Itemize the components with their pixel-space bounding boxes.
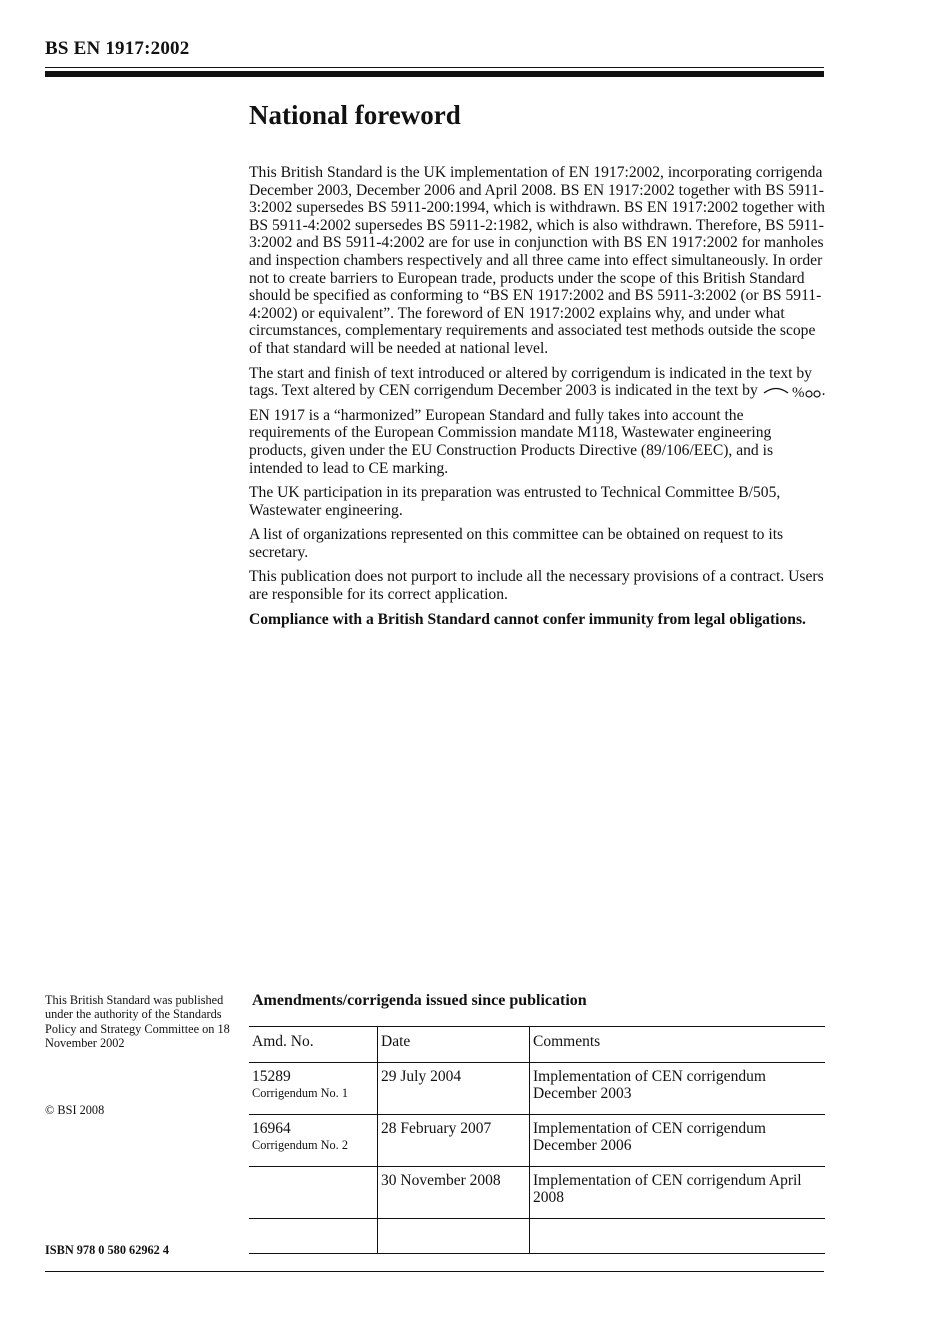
amd-no: 16964 xyxy=(252,1120,291,1137)
paragraph-participation: The UK participation in its preparation was entrusted to Technical Committee B/505, Wastewater engineering. xyxy=(249,484,781,519)
tags-text: The start and finish of text introduced or altered by corrigendum is indicated in the text by tags. Text altered by CEN corrigendum December 2003 is indicated in the text by xyxy=(249,364,812,400)
page-title: National foreword xyxy=(249,100,461,130)
amd-no-cell xyxy=(249,1115,378,1167)
table-row xyxy=(249,1063,825,1115)
table-row-empty xyxy=(249,1219,825,1254)
header-rule-thick xyxy=(45,71,824,77)
comments-cell: Implementation of CEN corrigendum December 2006 xyxy=(530,1115,826,1167)
isbn-number: ISBN 978 0 580 62962 4 xyxy=(45,1243,170,1257)
date-cell: 30 November 2008 xyxy=(378,1167,530,1219)
date-cell: 29 July 2004 xyxy=(378,1063,530,1115)
paragraph-provisions: This publication does not purport to include all the necessary provisions of a contract. Users are responsible for its correct application. xyxy=(249,568,824,604)
paragraph-committee-list: A list of organizations represented on this committee can be obtained on request to its secretary. xyxy=(249,526,784,561)
column-header-comments: Comments xyxy=(530,1027,826,1063)
amd-no-cell xyxy=(249,1063,378,1115)
column-header-amd-no: Amd. No. xyxy=(252,1033,314,1050)
svg-text:%: % xyxy=(791,384,805,400)
corrigendum-label: Corrigendum No. 1 xyxy=(252,1086,348,1100)
comments-cell: Implementation of CEN corrigendum December 2003 xyxy=(530,1063,826,1115)
amd-no: 15289 xyxy=(252,1068,291,1085)
comments-cell: Implementation of CEN corrigendum April 2008 xyxy=(530,1167,826,1219)
paragraph-implementation: This British Standard is the UK implementation of EN 1917:2002, incorporating corrigenda December 2003, December 2006 and April 2008. BS EN 1917:2002 together with BS 5911-3:2002 supersedes BS 5911-200:1994, which is withdrawn. BS EN 1917:2002 together with BS 5911-4:2002 supersedes BS 5911-2:1982, which is also withdrawn. Therefore, BS 5911-3:2002 and BS 5911-4:2002 are for use in conjunction with BS EN 1917:2002 for manholes and inspection chambers respectively and all three came into effect simultaneously. In order not to create barriers to European trade, products under the scope of this British Standard should be specified as conforming to “BS EN 1917:2002 and BS 5911-3:2002 (or BS 5911-4:2002) or equivalent”. The foreword of EN 1917:2002 explains why, and under what circumstances, complementary requirements and associated test methods outside the scope of that standard will be needed at national level. xyxy=(249,164,825,357)
amendments-table xyxy=(249,1026,825,1254)
date-cell: 28 February 2007 xyxy=(378,1115,530,1167)
table-header-row xyxy=(249,1027,825,1063)
amd-no-cell xyxy=(249,1167,378,1219)
corrigendum-tag-icon xyxy=(762,384,822,400)
foreword-body xyxy=(249,164,827,635)
header-rule-thin xyxy=(45,67,824,68)
amendments-title: Amendments/corrigenda issued since publication xyxy=(252,992,587,1009)
empty-cell xyxy=(530,1219,826,1254)
table-row xyxy=(249,1167,825,1219)
empty-cell xyxy=(249,1219,378,1254)
document-code: BS EN 1917:2002 xyxy=(45,38,190,59)
corrigendum-label: Corrigendum No. 2 xyxy=(252,1138,348,1152)
empty-cell xyxy=(378,1219,530,1254)
column-header-date: Date xyxy=(378,1027,530,1063)
publication-authority-note: This British Standard was published under the authority of the Standards Policy and Strategy Committee on 18 November 2002 xyxy=(45,993,230,1051)
copyright-notice: © BSI 2008 xyxy=(45,1103,105,1117)
paragraph-tags xyxy=(249,365,827,400)
footer-rule xyxy=(45,1271,824,1272)
paragraph-harmonized: EN 1917 is a “harmonized” European Standard and fully takes into account the requirements of the European Commission mandate M118, Wastewater engineering products, given under the EU Construction Products Directive (89/106/EEC), and is intended to lead to CE marking. xyxy=(249,406,774,477)
tags-text-end: . xyxy=(821,382,826,400)
table-row xyxy=(249,1115,825,1167)
compliance-statement: Compliance with a British Standard cannot confer immunity from legal obligations. xyxy=(249,610,806,628)
